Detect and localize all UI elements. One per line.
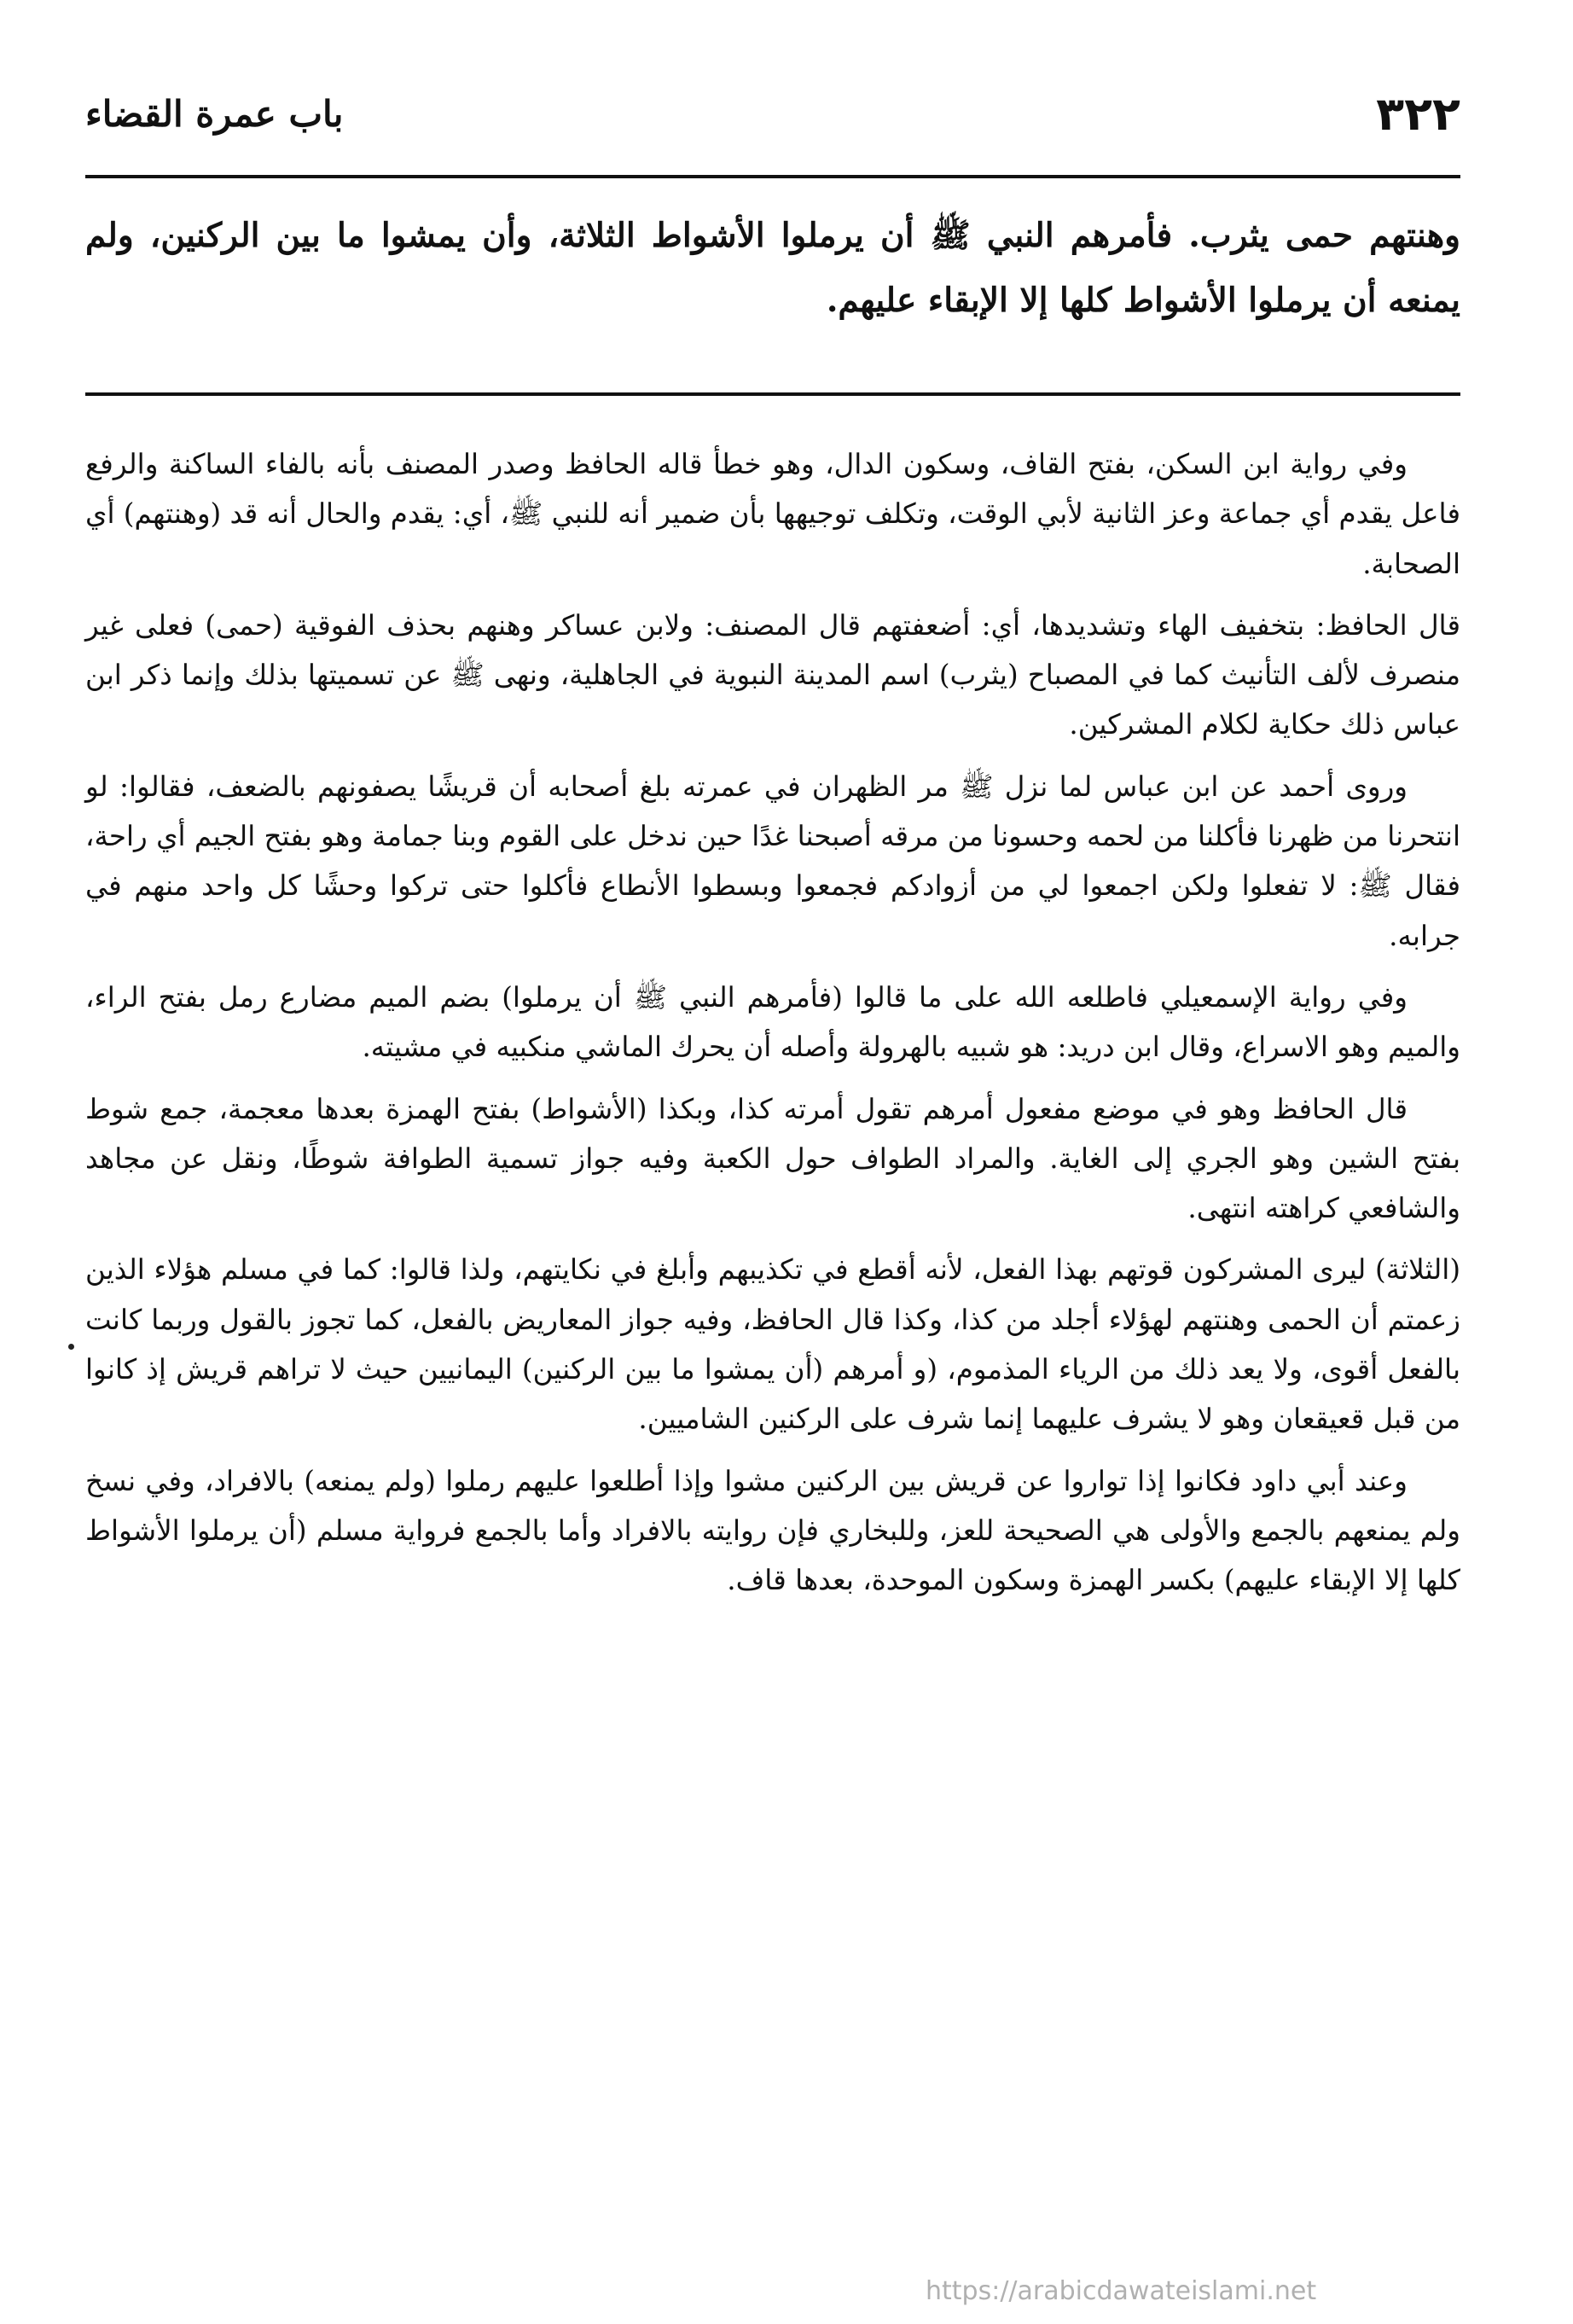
hadith-text: وهنتهم حمى يثرب. فأمرهم النبي ﷺ أن يرملوا الأشواط الثلاثة، وأن يمشوا ما بين الركنين، ولم يمنعه أن يرملوا الأشواط كلها إلا الإبقاء عليهم. <box>85 216 1460 320</box>
commentary-paragraph: وفي رواية الإسمعيلي فاطلعه الله على ما قالوا (فأمرهم النبي ﷺ أن يرملوا) بضم الميم مضارع رمل بفتح الراء، والميم وهو الاسراع، وقال ابن دريد: هو شبيه بالهرولة وأصله أن يحرك الماشي منكبيه في مشيته. <box>85 980 1460 1064</box>
margin-dot-mark <box>68 1344 74 1350</box>
commentary-paragraph: وفي رواية ابن السكن، بفتح القاف، وسكون الدال، وهو خطأ قاله الحافظ وصدر المصنف بأنه بالفاء الساكنة والرفع فاعل يقدم أي جماعة وعز الثانية لأبي الوقت، وتكلف توجيهها بأن ضمير أنه للنبي ﷺ، أي: يقدم والحال أنه قد (وهنتهم) أي الصحابة. <box>85 448 1460 580</box>
commentary-paragraph: قال الحافظ: بتخفيف الهاء وتشديدها، أي: أضعفتهم قال المصنف: ولابن عساكر وهنهم بحذف الفوقية (حمى) فعلى غير منصرف لألف التأنيث كما في المصباح (يثرب) اسم المدينة النبوية في الجاهلية، ونهى ﷺ عن تسميتها بذلك وإنما ذكر ابن عباس ذلك حكاية لكلام المشركين. <box>85 608 1460 741</box>
chapter-title: باب عمرة القضاء <box>85 92 344 135</box>
page-header <box>85 75 1460 152</box>
commentary-separator <box>85 392 1460 396</box>
page-number: ٣٢٢ <box>1376 86 1460 141</box>
commentary-paragraph: قال الحافظ وهو في موضع مفعول أمرهم تقول أمرته كذا، وبكذا (الأشواط) بفتح الهمزة بعدها معجمة، جمع شوط بفتح الشين وهو الجري إلى الغاية. والمراد الطواف حول الكعبة وفيه جواز تسمية الطوافة شوطًا، ونقل عن مجاهد والشافعي كراهته انتهى. <box>85 1092 1460 1225</box>
commentary-section <box>85 439 1460 1618</box>
header-rule <box>85 175 1460 178</box>
watermark-url: https://arabicdawateislami.net <box>926 2276 1317 2306</box>
commentary-paragraph: وعند أبي داود فكانوا إذا تواروا عن قريش بين الركنين مشوا وإذا أطلعوا عليهم رملوا (ولم يمنعه) بالافراد، وفي نسخ ولم يمنعهم بالجمع والأولى هي الصحيحة للعز، وللبخاري فإن روايته بالافراد وأما بالجمع فرواية مسلم (أن يرملوا الأشواط كلها إلا الإبقاء عليهم) بكسر الهمزة وسكون الموحدة، بعدها قاف. <box>85 1464 1460 1597</box>
commentary-paragraph: وروى أحمد عن ابن عباس لما نزل ﷺ مر الظهران في عمرته بلغ أصحابه أن قريشًا يصفونهم بالضعف، فقالوا: لو انتحرنا من ظهرنا فأكلنا من لحمه وحسونا من مرقه أصبحنا غدًا حين ندخل على القوم وبنا جمامة وهو بفتح الجيم أي راحة، فقال ﷺ: لا تفعلوا ولكن اجمعوا لي من أزوادكم فجمعوا وبسطوا الأنطاع فأكلوا حتى تركوا وحشًا كل واحد منهم في جرابه. <box>85 770 1460 952</box>
commentary-paragraph: (الثلاثة) ليرى المشركون قوتهم بهذا الفعل، لأنه أقطع في تكذيبهم وأبلغ في نكايتهم، ولذا قالوا: كما في مسلم هؤلاء الذين زعمتم أن الحمى وهنتهم لهؤلاء أجلد من كذا، وكذا قال الحافظ، وفيه جواز المعاريض بالفعل، كما تجوز بالقول وربما كانت بالفعل أقوى، ولا يعد ذلك من الرياء المذموم، (و أمرهم (أن يمشوا ما بين الركنين) اليمانيين حيث لا تراهم قريش إذ كانوا من قبل قعيقعان وهو لا يشرف عليهما إنما شرف على الركنين الشاميين. <box>85 1253 1460 1436</box>
